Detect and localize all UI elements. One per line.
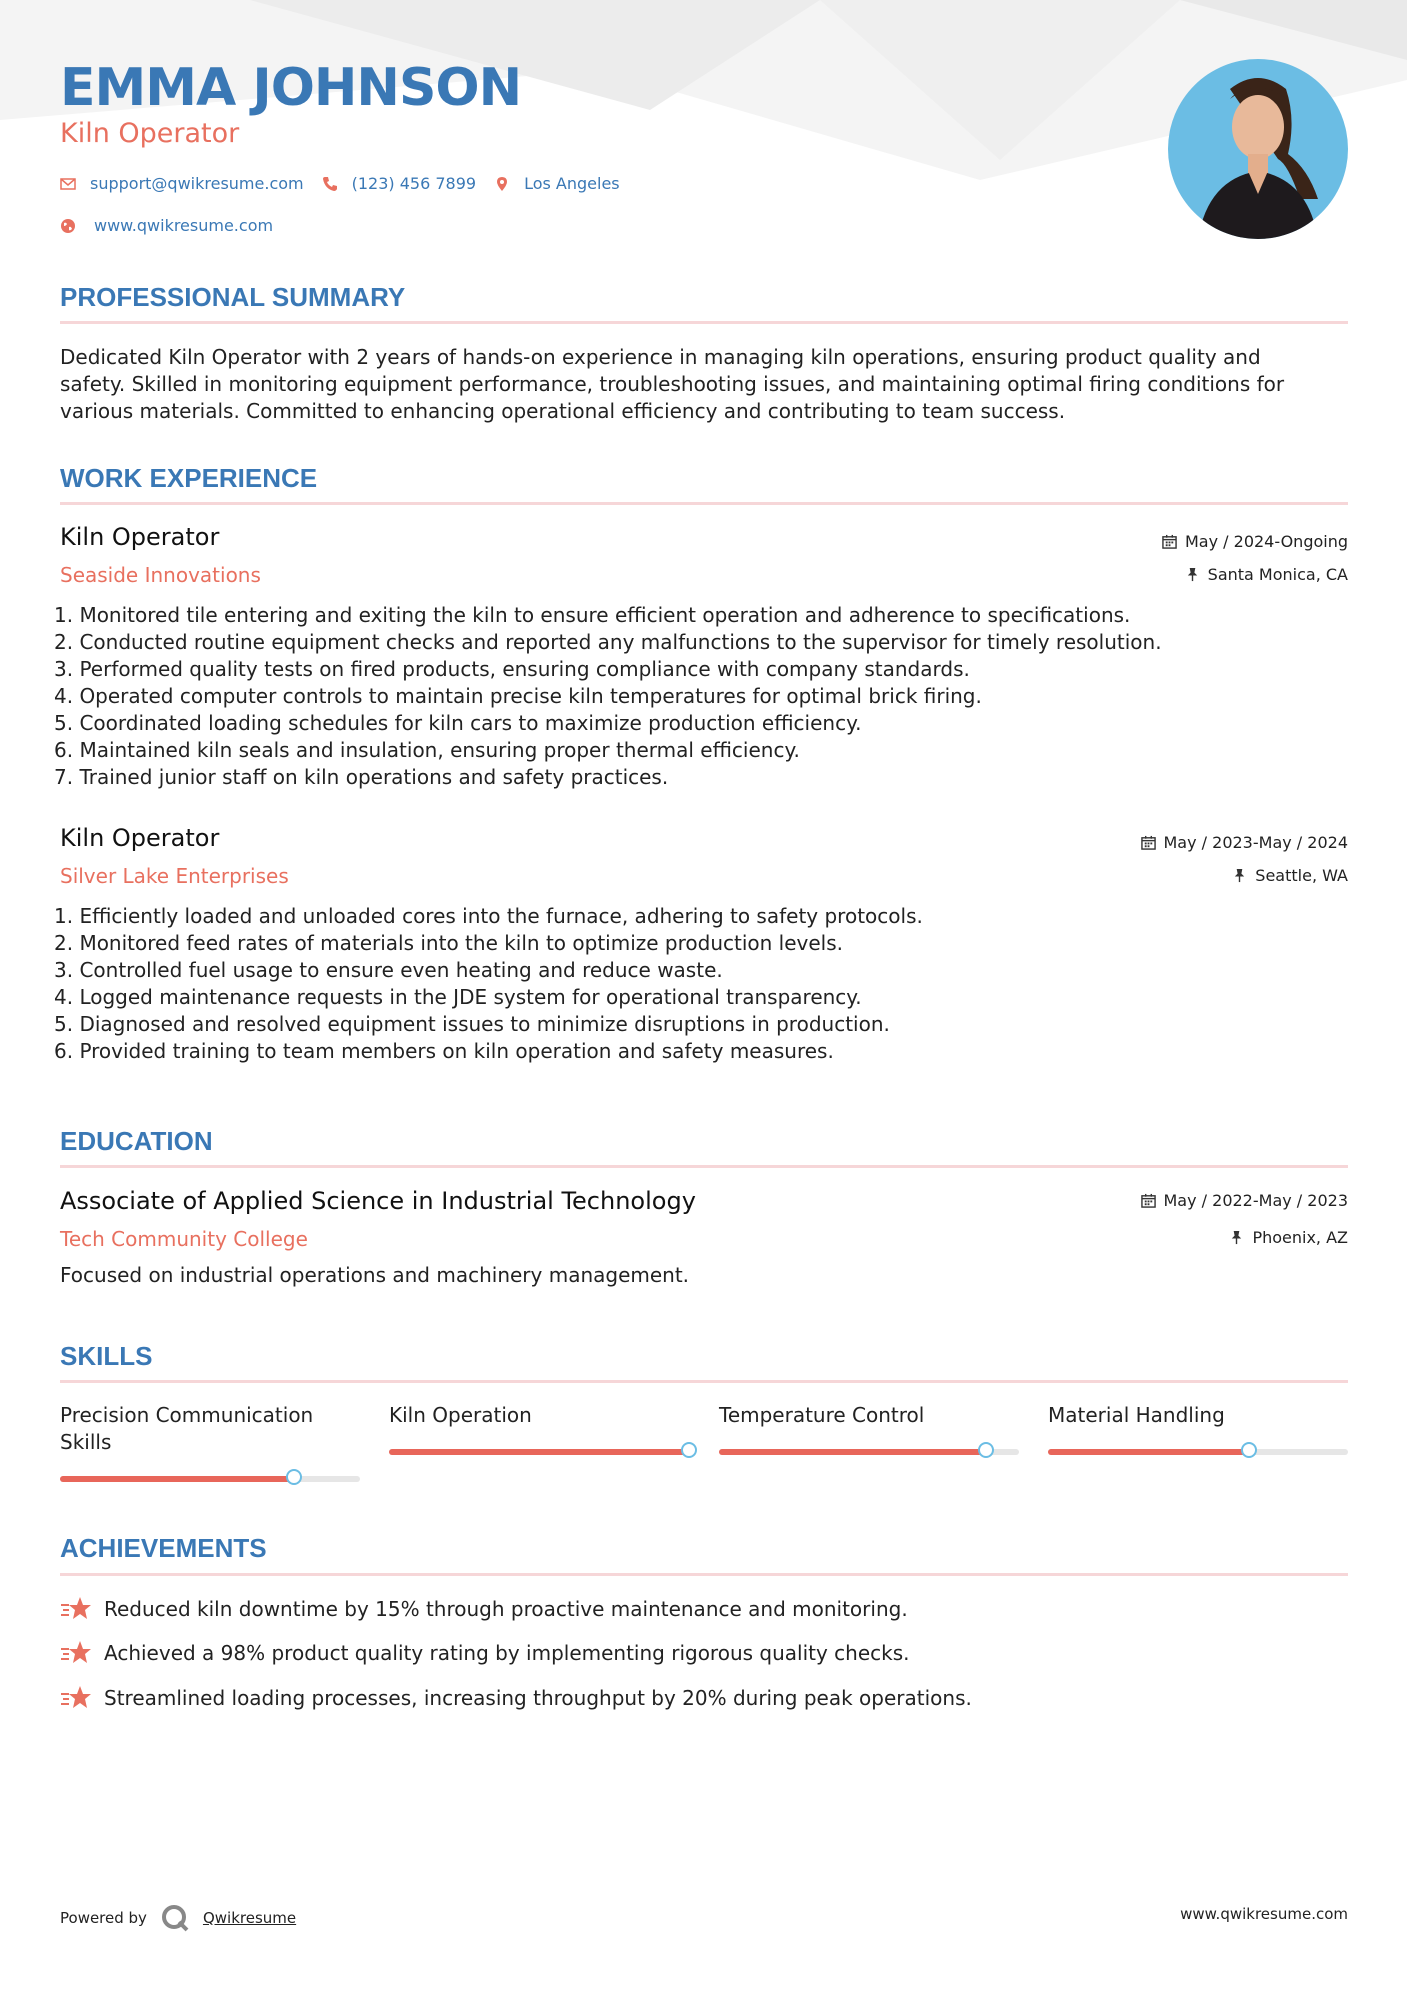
skill-bar	[719, 1449, 1019, 1455]
candidate-name: EMMA JOHNSON	[60, 58, 522, 118]
job-company: Silver Lake Enterprises	[60, 864, 289, 888]
summary-heading: PROFESSIONAL SUMMARY	[60, 282, 406, 312]
list-item: 5. Diagnosed and resolved equipment issues to minimize disruptions in production.	[54, 1012, 890, 1036]
powered-by-label: Powered by	[60, 1909, 147, 1927]
summary-text	[60, 344, 1350, 425]
education-date-text: May / 2022-May / 2023	[1163, 1191, 1348, 1210]
skill-bar	[389, 1449, 689, 1455]
skill-label: Temperature Control	[719, 1403, 925, 1427]
website-item[interactable]	[60, 216, 273, 235]
list-item: 3. Controlled fuel usage to ensure even heating and reduce waste.	[54, 958, 723, 982]
job-date	[1162, 532, 1348, 551]
map-pin-icon	[494, 176, 510, 192]
skills-divider	[60, 1380, 1348, 1383]
summary-divider	[60, 321, 1348, 324]
skills-heading: SKILLS	[60, 1341, 153, 1371]
list-item: 5. Coordinated loading schedules for kiln cars to maximize production efficiency.	[54, 711, 862, 735]
summary-line: safety. Skilled in monitoring equipment performance, troubleshooting issues, and maintaining optimal firing conditions for	[60, 372, 1285, 396]
experience-heading: WORK EXPERIENCE	[60, 463, 318, 493]
skill-label: Kiln Operation	[389, 1403, 532, 1427]
education-description: Focused on industrial operations and machinery management.	[60, 1263, 690, 1287]
brand-link[interactable]: Qwikresume	[202, 1909, 297, 1927]
email-item[interactable]	[60, 174, 304, 193]
summary-line: Dedicated Kiln Operator with 2 years of hands-on experience in managing kiln operations, ensuring product quality and	[60, 345, 1261, 369]
job-location-text: Santa Monica, CA	[1207, 565, 1348, 584]
skill-label: Precision Communication Skills	[60, 1403, 314, 1454]
degree-title: Associate of Applied Science in Industrial Technology	[60, 1187, 696, 1215]
location-text: Los Angeles	[524, 174, 620, 193]
location-item	[494, 174, 620, 193]
list-item: 2. Monitored feed rates of materials into the kiln to optimize production levels.	[54, 931, 844, 955]
skill-item	[389, 1402, 689, 1429]
achievements-divider	[60, 1573, 1348, 1576]
job-title: Kiln Operator	[60, 824, 220, 852]
education-location-text: Phoenix, AZ	[1252, 1228, 1348, 1247]
job-location	[1232, 866, 1348, 885]
skill-label: Material Handling	[1048, 1403, 1225, 1427]
calendar-icon	[1141, 835, 1156, 850]
phone-text[interactable]: (123) 456 7899	[351, 174, 477, 193]
skill-bar-knob	[1241, 1442, 1257, 1458]
achievement-item	[60, 1685, 972, 1711]
achievement-text: Achieved a 98% product quality rating by implementing rigorous quality checks.	[104, 1641, 910, 1665]
skill-bar-fill	[1048, 1449, 1249, 1455]
pushpin-icon	[1185, 567, 1200, 582]
skill-item	[719, 1402, 1019, 1429]
footer-powered-by	[60, 1904, 296, 1932]
skill-item	[1048, 1402, 1348, 1429]
achievement-item	[60, 1640, 910, 1666]
job-location-text: Seattle, WA	[1255, 866, 1348, 885]
footer-site[interactable]: www.qwikresume.com	[1180, 1905, 1348, 1923]
job-responsibilities	[54, 903, 1344, 1065]
skill-bar-knob	[286, 1469, 302, 1485]
phone-icon	[322, 176, 338, 192]
calendar-icon	[1162, 534, 1177, 549]
candidate-role: Kiln Operator	[60, 118, 240, 149]
star-icon	[60, 1685, 92, 1711]
list-item: 3. Performed quality tests on fired products, ensuring compliance with company standards.	[54, 657, 970, 681]
contact-row	[60, 174, 620, 193]
list-item: 6. Maintained kiln seals and insulation, ensuring proper thermal efficiency.	[54, 738, 800, 762]
achievement-text: Reduced kiln downtime by 15% through proactive maintenance and monitoring.	[104, 1597, 908, 1621]
phone-item[interactable]	[322, 174, 476, 193]
star-icon	[60, 1596, 92, 1622]
skill-bar-knob	[978, 1442, 994, 1458]
skill-bar-fill	[719, 1449, 986, 1455]
list-item: 2. Conducted routine equipment checks and reported any malfunctions to the supervisor for timely resolution.	[54, 630, 1162, 654]
list-item: 7. Trained junior staff on kiln operations and safety practices.	[54, 765, 669, 789]
education-divider	[60, 1165, 1348, 1168]
list-item: 1. Monitored tile entering and exiting the kiln to ensure efficient operation and adherence to specifications.	[54, 603, 1131, 627]
job-date-text: May / 2023-May / 2024	[1163, 833, 1348, 852]
skill-bar-fill	[389, 1449, 689, 1455]
profile-photo	[1168, 59, 1348, 239]
email-text[interactable]: support@qwikresume.com	[90, 174, 304, 193]
list-item: 4. Operated computer controls to maintain precise kiln temperatures for optimal brick firing.	[54, 684, 982, 708]
skill-bar-fill	[60, 1476, 294, 1482]
person-avatar-icon	[1168, 59, 1348, 239]
education-location	[1229, 1228, 1348, 1247]
job-responsibilities	[54, 602, 1344, 791]
job-location	[1185, 565, 1348, 584]
experience-divider	[60, 502, 1348, 505]
envelope-icon	[60, 176, 76, 192]
calendar-icon	[1141, 1193, 1156, 1208]
education-date	[1141, 1191, 1349, 1210]
skill-bar	[1048, 1449, 1348, 1455]
job-title: Kiln Operator	[60, 523, 220, 551]
list-item: 4. Logged maintenance requests in the JDE system for operational transparency.	[54, 985, 862, 1009]
education-heading: EDUCATION	[60, 1126, 213, 1156]
skill-item	[60, 1402, 360, 1456]
pushpin-icon	[1232, 868, 1247, 883]
list-item: 1. Efficiently loaded and unloaded cores into the furnace, adhering to safety protocols.	[54, 904, 923, 928]
achievement-item	[60, 1596, 908, 1622]
star-icon	[60, 1640, 92, 1666]
summary-line: various materials. Committed to enhancing operational efficiency and contributing to team success.	[60, 399, 1066, 423]
achievement-text: Streamlined loading processes, increasing throughput by 20% during peak operations.	[104, 1686, 972, 1710]
job-date	[1141, 833, 1349, 852]
list-item: 6. Provided training to team members on kiln operation and safety measures.	[54, 1039, 834, 1063]
pushpin-icon	[1229, 1230, 1244, 1245]
globe-icon	[60, 218, 76, 234]
qwikresume-logo-icon	[161, 1904, 189, 1932]
job-company: Seaside Innovations	[60, 563, 261, 587]
job-date-text: May / 2024-Ongoing	[1185, 532, 1348, 551]
school-name: Tech Community College	[60, 1227, 308, 1251]
achievements-heading: ACHIEVEMENTS	[60, 1533, 267, 1563]
skill-bar	[60, 1476, 360, 1482]
website-text[interactable]: www.qwikresume.com	[94, 216, 274, 235]
skill-bar-knob	[681, 1442, 697, 1458]
